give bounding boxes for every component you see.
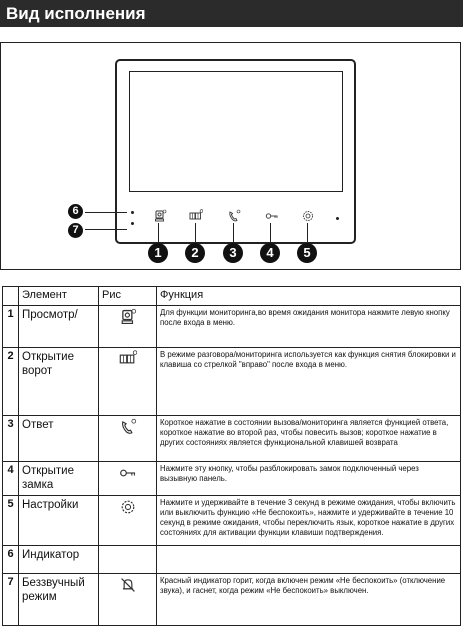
row-icon bbox=[99, 462, 157, 496]
table-row bbox=[3, 574, 461, 626]
device-diagram bbox=[0, 42, 461, 270]
table-row bbox=[3, 496, 461, 546]
section-header bbox=[0, 0, 463, 27]
row-element: Беззвучный режим bbox=[19, 574, 99, 626]
callout-2-line bbox=[195, 223, 196, 243]
callout-1: 1 bbox=[148, 243, 168, 263]
callout-4-line bbox=[270, 223, 271, 243]
row-element: Настройки bbox=[19, 496, 99, 546]
row-number: 1 bbox=[3, 306, 19, 348]
row-function: Короткое нажатие в состоянии вызова/мониторинга является функцией ответа, короткое нажатие во второй раз, чтобы повесить вызов; короткое нажатие в других состояниях является функциональной клавишей возврата bbox=[157, 416, 461, 462]
gear-icon bbox=[301, 209, 315, 223]
row-function: В режиме разговора/мониторинга используется как функция снятия блокировки и клавиша со стрелкой "вправо" после входа в меню. bbox=[157, 348, 461, 416]
gate-icon bbox=[189, 209, 203, 223]
row-icon bbox=[99, 348, 157, 416]
callout-6: 6 bbox=[68, 204, 83, 219]
section-title: Вид исполнения bbox=[6, 4, 146, 23]
table-row bbox=[3, 462, 461, 496]
monitor-body bbox=[115, 59, 356, 244]
table-header-row bbox=[3, 287, 461, 306]
table-row bbox=[3, 306, 461, 348]
mute-led bbox=[131, 222, 134, 225]
callout-6-line bbox=[85, 212, 127, 213]
header-num bbox=[3, 287, 19, 306]
microphone-hole bbox=[336, 217, 339, 220]
row-function: Нажмите эту кнопку, чтобы разблокировать замок подключенный через вызывную панель. bbox=[157, 462, 461, 496]
table-row bbox=[3, 348, 461, 416]
row-number: 4 bbox=[3, 462, 19, 496]
key-icon bbox=[119, 464, 137, 482]
row-icon bbox=[99, 574, 157, 626]
callout-3: 3 bbox=[223, 243, 243, 263]
callout-7-line bbox=[85, 229, 127, 230]
callout-4: 4 bbox=[260, 243, 280, 263]
monitor-screen bbox=[129, 71, 343, 192]
callout-7: 7 bbox=[68, 223, 83, 238]
row-element: Ответ bbox=[19, 416, 99, 462]
callout-2: 2 bbox=[185, 243, 205, 263]
key-icon bbox=[265, 209, 279, 223]
row-element: Открытие ворот bbox=[19, 348, 99, 416]
row-icon bbox=[99, 546, 157, 574]
row-function: Для функции мониторинга,во время ожидания монитора нажмите левую кнопку после входа в меню. bbox=[157, 306, 461, 348]
row-number: 2 bbox=[3, 348, 19, 416]
row-element: Индикатор bbox=[19, 546, 99, 574]
row-number: 5 bbox=[3, 496, 19, 546]
header-icon: Рис bbox=[99, 287, 157, 306]
row-element: Просмотр/ bbox=[19, 306, 99, 348]
callout-5-line bbox=[307, 223, 308, 243]
phone-icon bbox=[119, 418, 137, 436]
row-number: 6 bbox=[3, 546, 19, 574]
indicator-led bbox=[131, 211, 134, 214]
row-icon bbox=[99, 306, 157, 348]
callout-3-line bbox=[233, 223, 234, 243]
row-number: 7 bbox=[3, 574, 19, 626]
table-row bbox=[3, 546, 461, 574]
row-icon bbox=[99, 416, 157, 462]
callout-1-line bbox=[158, 223, 159, 243]
monitor-camera-icon bbox=[119, 308, 137, 326]
function-table bbox=[2, 286, 461, 626]
gate-icon bbox=[119, 350, 137, 368]
header-element: Элемент bbox=[19, 287, 99, 306]
callout-5: 5 bbox=[297, 243, 317, 263]
header-function: Функция bbox=[157, 287, 461, 306]
row-element: Открытие замка bbox=[19, 462, 99, 496]
row-function: Нажмите и удерживайте в течение 3 секунд в режиме ожидания, чтобы включить или выключить функцию «Не беспокоить», нажмите и удерживайте в течение 10 секунд в режиме ожидания, чтобы переключить язык, короткое нажатие в других состояниях для активации функции клавиши подтверждения. bbox=[157, 496, 461, 546]
bell-mute-icon bbox=[119, 576, 137, 594]
row-function: Красный индикатор горит, когда включен режим «Не беспокоить» (отключение звука), и гаснет, когда режим «Не беспокоить» выключен. bbox=[157, 574, 461, 626]
row-function bbox=[157, 546, 461, 574]
phone-icon bbox=[227, 209, 241, 223]
gear-icon bbox=[119, 498, 137, 516]
monitor-camera-icon bbox=[153, 209, 167, 223]
row-icon bbox=[99, 496, 157, 546]
table-row bbox=[3, 416, 461, 462]
row-number: 3 bbox=[3, 416, 19, 462]
